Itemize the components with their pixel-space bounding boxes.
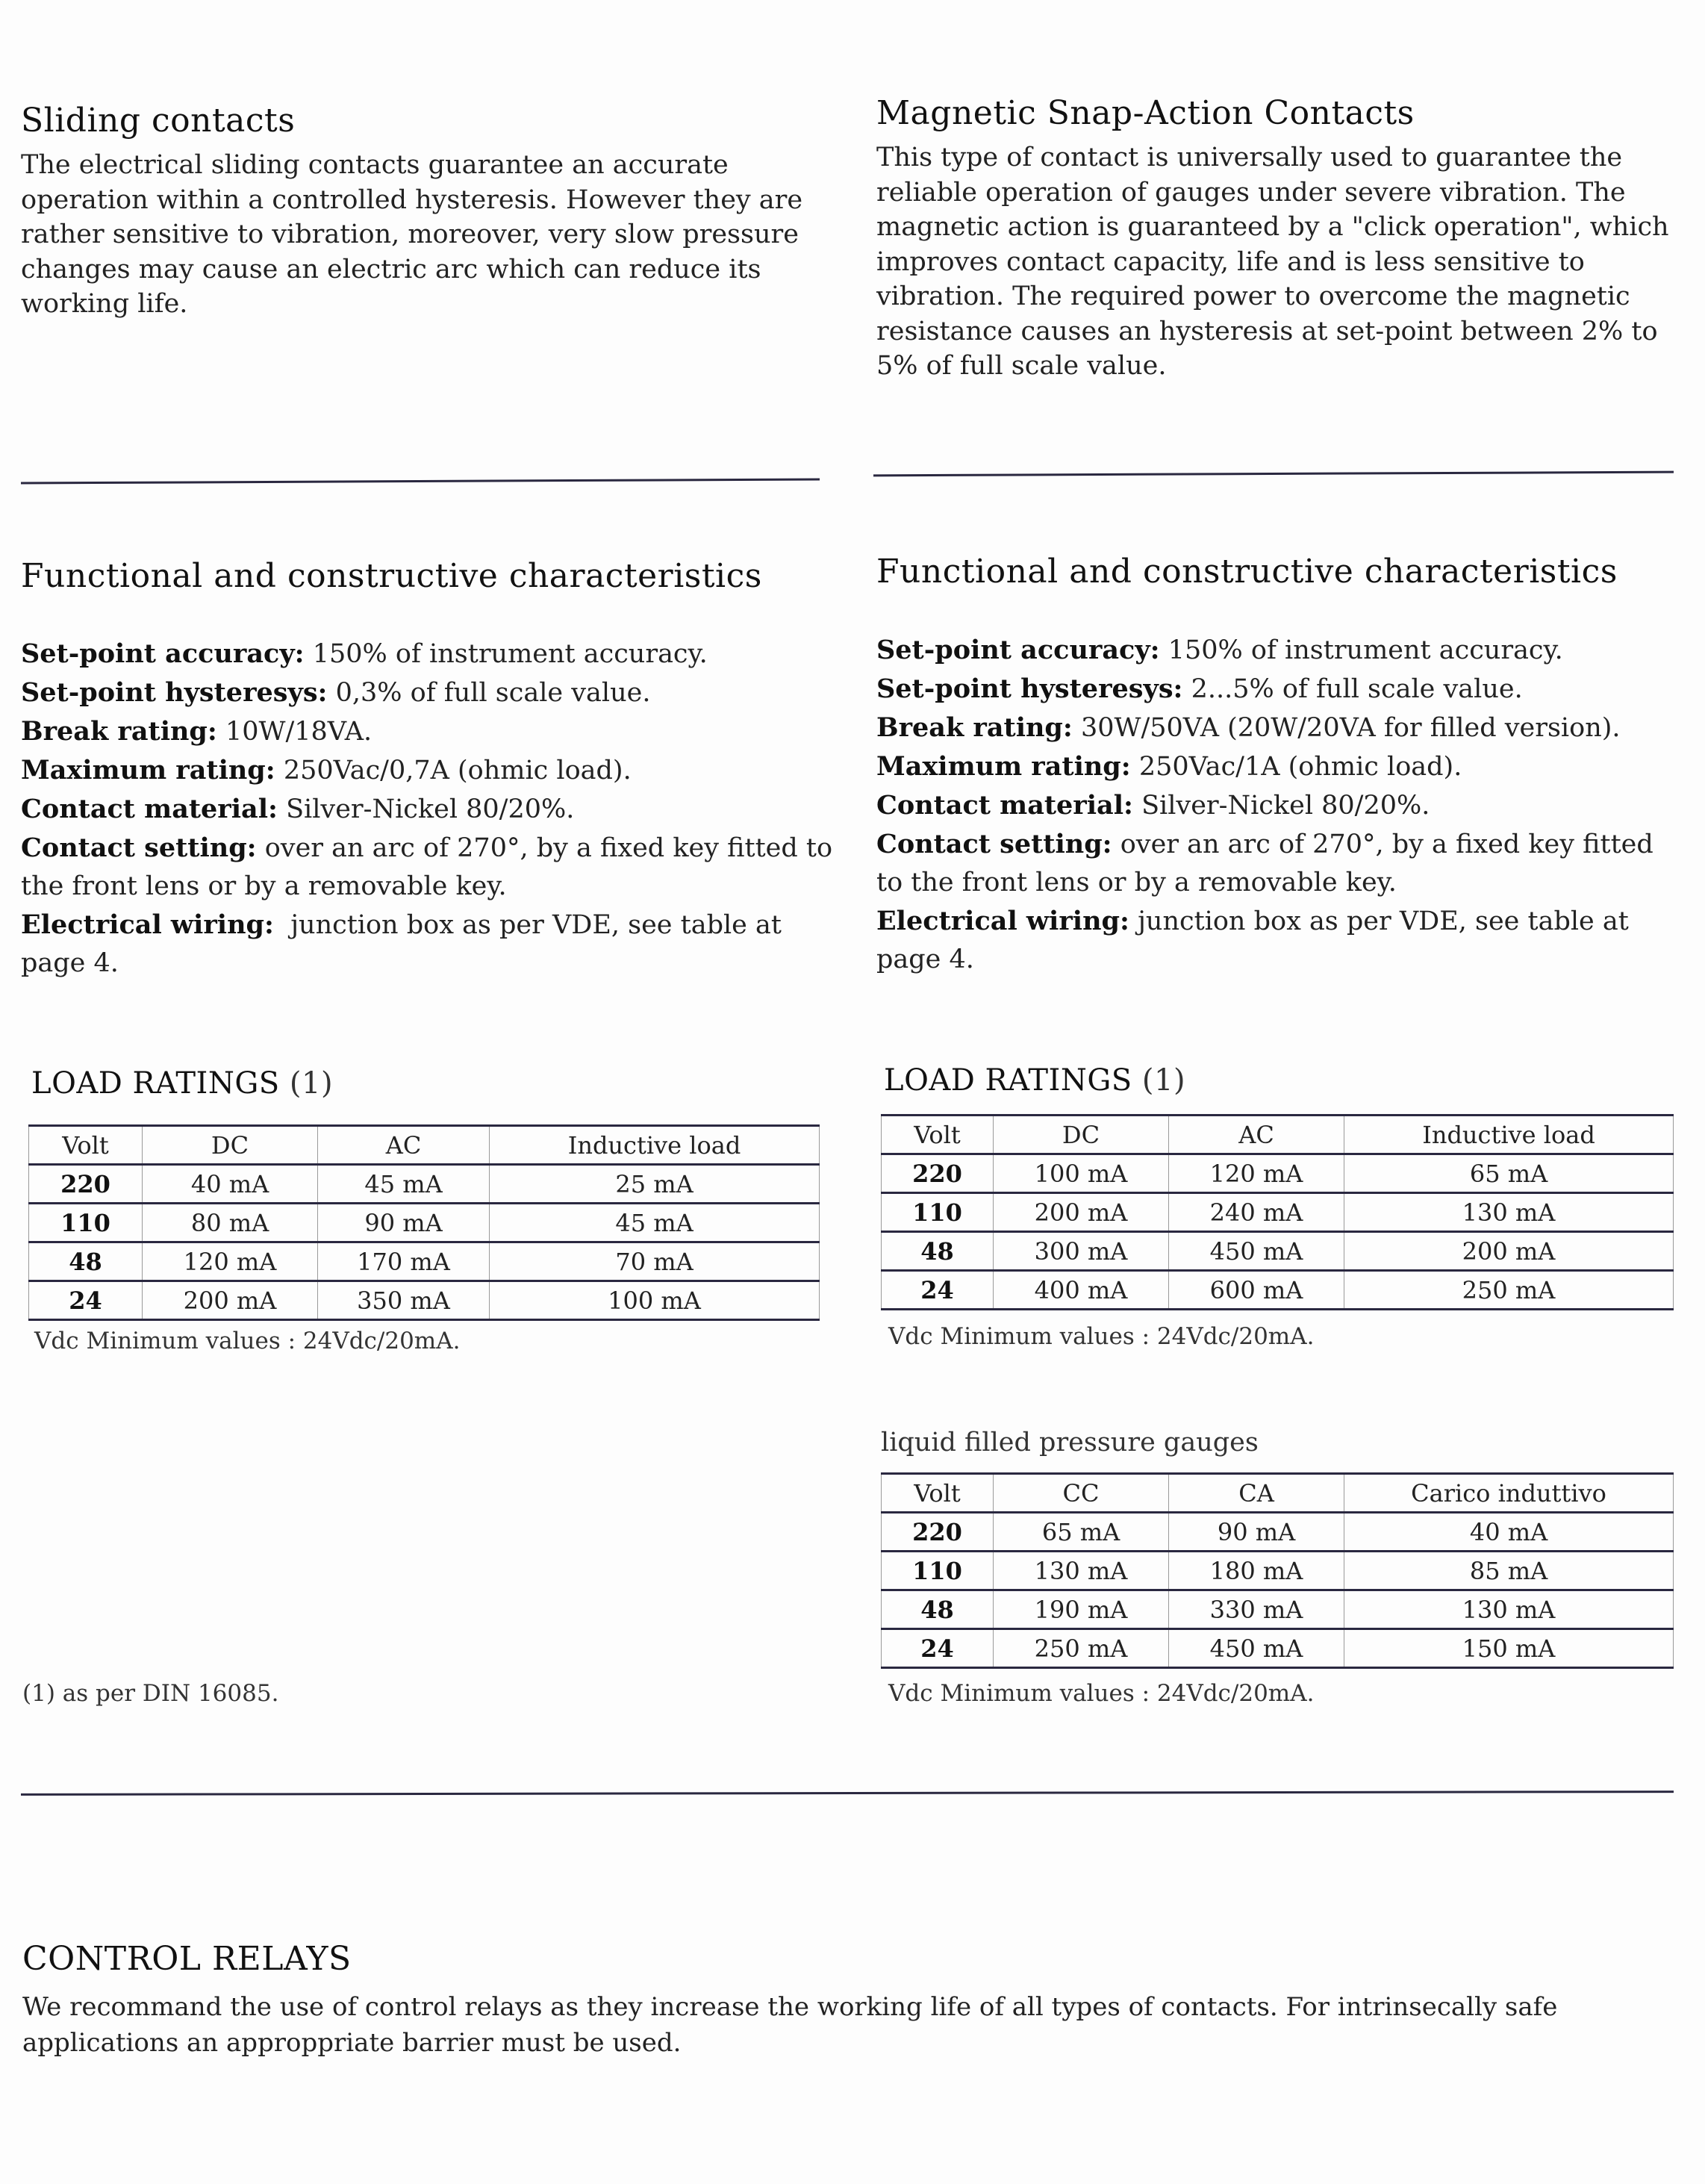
table-header-row — [29, 1126, 820, 1165]
column-header: AC — [318, 1126, 490, 1165]
column-header: Inductive load — [1344, 1116, 1674, 1154]
column-header: Carico induttivo — [1344, 1474, 1674, 1513]
spec-item — [876, 631, 1683, 670]
column-header: Volt — [882, 1116, 994, 1154]
spec-value: over an arc of 270°, by a fixed key fitted to the front lens or by a removable key. — [876, 830, 1662, 897]
spec-value: 10W/18VA. — [216, 717, 373, 747]
divider-left — [21, 478, 820, 484]
current-cell: 130 mA — [994, 1552, 1169, 1590]
volt-cell: 24 — [882, 1271, 994, 1310]
spec-value: 150% of instrument accuracy. — [1159, 635, 1563, 665]
current-cell: 600 mA — [1169, 1271, 1344, 1310]
left-load-ratings-table — [28, 1124, 820, 1321]
spec-value: Silver-Nickel 80/20%. — [277, 794, 575, 824]
spec-label: Break rating: — [876, 712, 1073, 743]
spec-item — [21, 829, 841, 906]
volt-cell: 220 — [882, 1154, 994, 1193]
spec-value: 250Vac/0,7A (ohmic load). — [275, 756, 632, 785]
magnetic-contacts-body: This type of contact is universally used to guarantee the reliable operation of gauges under severe vibration. The magnetic action is guaranteed by a "click operation", which improves contact capacity, life and is less sensitive to vibration. The required power to overcome the magnetic resistance causes an hysteresis at set-point between 2% to 5% of full scale value. — [876, 143, 1669, 381]
spec-value: junction box as per VDE, see table at page 4. — [876, 906, 1637, 974]
current-cell: 350 mA — [318, 1281, 490, 1320]
column-header: DC — [143, 1126, 318, 1165]
spec-label: Set-point hysteresys: — [876, 673, 1183, 704]
current-cell: 400 mA — [994, 1271, 1169, 1310]
right-specs-list — [876, 631, 1683, 979]
current-cell: 250 mA — [1344, 1271, 1674, 1310]
spec-item — [876, 747, 1683, 786]
current-cell: 90 mA — [1169, 1513, 1344, 1552]
spec-value: Silver-Nickel 80/20%. — [1132, 791, 1430, 821]
left-specs-heading: Functional and constructive characteristics — [21, 557, 762, 595]
volt-cell: 48 — [882, 1590, 994, 1629]
left-specs-list — [21, 635, 841, 983]
volt-cell: 220 — [29, 1165, 143, 1204]
current-cell: 100 mA — [490, 1281, 820, 1320]
current-cell: 90 mA — [318, 1204, 490, 1242]
current-cell: 80 mA — [143, 1204, 318, 1242]
spec-item — [876, 902, 1683, 979]
table-row — [882, 1629, 1674, 1668]
spec-value: 0,3% of full scale value. — [327, 678, 651, 708]
spec-value: over an arc of 270°, by a fixed key fitted to the front lens or by a removable key. — [21, 833, 841, 901]
spec-label: Electrical wiring: — [876, 906, 1129, 936]
current-cell: 45 mA — [318, 1165, 490, 1204]
spec-item — [21, 673, 835, 712]
spec-item — [876, 786, 1683, 825]
current-cell: 190 mA — [994, 1590, 1169, 1629]
left-load-ratings-note: Vdc Minimum values : 24Vdc/20mA. — [34, 1328, 461, 1354]
current-cell: 300 mA — [994, 1232, 1169, 1271]
right-load-ratings-title — [884, 1063, 1185, 1098]
current-cell: 40 mA — [143, 1165, 318, 1204]
volt-cell: 48 — [882, 1232, 994, 1271]
spec-label: Maximum rating: — [876, 751, 1131, 782]
left-load-ratings-title — [31, 1066, 333, 1101]
spec-item — [21, 635, 835, 673]
left-load-ratings-title-note: (1) — [289, 1066, 334, 1101]
current-cell: 200 mA — [994, 1193, 1169, 1232]
table-row — [882, 1271, 1674, 1310]
current-cell: 70 mA — [490, 1242, 820, 1281]
current-cell: 65 mA — [1344, 1154, 1674, 1193]
current-cell: 450 mA — [1169, 1232, 1344, 1271]
spec-value: 2...5% of full scale value. — [1182, 674, 1523, 704]
spec-label: Contact material: — [876, 790, 1133, 821]
control-relays-body: We recommand the use of control relays as they increase the working life of all types of contacts. For intrinsecally safe applications an approppriate barrier must be used. — [22, 1992, 1558, 2058]
left-load-ratings-title-text: LOAD RATINGS — [31, 1066, 280, 1101]
spec-item — [876, 825, 1683, 902]
table-row — [882, 1232, 1674, 1271]
din-footnote: (1) as per DIN 16085. — [22, 1680, 279, 1707]
spec-label: Contact setting: — [876, 829, 1112, 859]
current-cell: 330 mA — [1169, 1590, 1344, 1629]
current-cell: 120 mA — [1169, 1154, 1344, 1193]
table-header-row — [882, 1474, 1674, 1513]
sliding-contacts-heading: Sliding contacts — [21, 102, 296, 140]
current-cell: 130 mA — [1344, 1590, 1674, 1629]
volt-cell: 220 — [882, 1513, 994, 1552]
right-load-ratings-title-note: (1) — [1141, 1063, 1186, 1098]
magnetic-contacts-heading: Magnetic Snap-Action Contacts — [876, 94, 1415, 132]
spec-value: 250Vac/1A (ohmic load). — [1130, 752, 1462, 782]
current-cell: 250 mA — [994, 1629, 1169, 1668]
spec-item — [876, 670, 1683, 709]
right-specs-heading: Functional and constructive characteristics — [876, 553, 1618, 591]
sliding-contacts-body: The electrical sliding contacts guarantee an accurate operation within a controlled hysteresis. However they are rather sensitive to vibration, moreover, very slow pressure changes may cause an electric arc which can reduce its working life. — [21, 150, 803, 319]
current-cell: 450 mA — [1169, 1629, 1344, 1668]
table-header-row — [882, 1116, 1674, 1154]
spec-value: 30W/50VA (20W/20VA for filled version). — [1072, 713, 1621, 743]
volt-cell: 110 — [882, 1193, 994, 1232]
column-header: DC — [994, 1116, 1169, 1154]
spec-label: Contact material: — [21, 794, 278, 824]
liquid-filled-title: liquid filled pressure gauges — [881, 1428, 1259, 1457]
spec-label: Maximum rating: — [21, 755, 275, 785]
current-cell: 45 mA — [490, 1204, 820, 1242]
spec-value: 150% of instrument accuracy. — [304, 639, 708, 669]
liquid-filled-table — [881, 1472, 1674, 1669]
current-cell: 65 mA — [994, 1513, 1169, 1552]
current-cell: 150 mA — [1344, 1629, 1674, 1668]
right-load-ratings-title-text: LOAD RATINGS — [884, 1063, 1132, 1098]
current-cell: 180 mA — [1169, 1552, 1344, 1590]
table-row — [29, 1165, 820, 1204]
volt-cell: 24 — [29, 1281, 143, 1320]
table-row — [882, 1513, 1674, 1552]
table-row — [29, 1242, 820, 1281]
right-load-ratings-table — [881, 1114, 1674, 1310]
spec-label: Electrical wiring: — [21, 909, 274, 940]
volt-cell: 48 — [29, 1242, 143, 1281]
spec-item — [21, 790, 835, 829]
divider-bottom — [21, 1791, 1674, 1796]
column-header: CA — [1169, 1474, 1344, 1513]
current-cell: 85 mA — [1344, 1552, 1674, 1590]
current-cell: 100 mA — [994, 1154, 1169, 1193]
divider-right — [873, 471, 1674, 477]
spec-item — [21, 751, 835, 790]
current-cell: 120 mA — [143, 1242, 318, 1281]
current-cell: 25 mA — [490, 1165, 820, 1204]
spec-label: Break rating: — [21, 716, 217, 747]
spec-label: Set-point hysteresys: — [21, 677, 328, 708]
spec-item — [21, 906, 835, 983]
current-cell: 240 mA — [1169, 1193, 1344, 1232]
spec-label: Set-point accuracy: — [876, 635, 1160, 665]
volt-cell: 110 — [882, 1552, 994, 1590]
column-header: CC — [994, 1474, 1169, 1513]
spec-item — [876, 709, 1683, 747]
current-cell: 40 mA — [1344, 1513, 1674, 1552]
column-header: AC — [1169, 1116, 1344, 1154]
table-row — [29, 1204, 820, 1242]
control-relays-heading: CONTROL RELAYS — [22, 1940, 352, 1978]
volt-cell: 110 — [29, 1204, 143, 1242]
spec-value: junction box as per VDE, see table at page 4. — [21, 910, 791, 978]
table-row — [882, 1590, 1674, 1629]
spec-item — [21, 712, 835, 751]
table-row — [882, 1154, 1674, 1193]
right-load-ratings-note: Vdc Minimum values : 24Vdc/20mA. — [888, 1323, 1315, 1350]
current-cell: 170 mA — [318, 1242, 490, 1281]
table-row — [882, 1552, 1674, 1590]
spec-label: Contact setting: — [21, 833, 257, 863]
column-header: Volt — [882, 1474, 994, 1513]
current-cell: 200 mA — [1344, 1232, 1674, 1271]
table-row — [882, 1193, 1674, 1232]
current-cell: 200 mA — [143, 1281, 318, 1320]
column-header: Inductive load — [490, 1126, 820, 1165]
current-cell: 130 mA — [1344, 1193, 1674, 1232]
table-row — [29, 1281, 820, 1320]
spec-label: Set-point accuracy: — [21, 638, 305, 669]
column-header: Volt — [29, 1126, 143, 1165]
liquid-filled-note: Vdc Minimum values : 24Vdc/20mA. — [888, 1680, 1315, 1707]
volt-cell: 24 — [882, 1629, 994, 1668]
